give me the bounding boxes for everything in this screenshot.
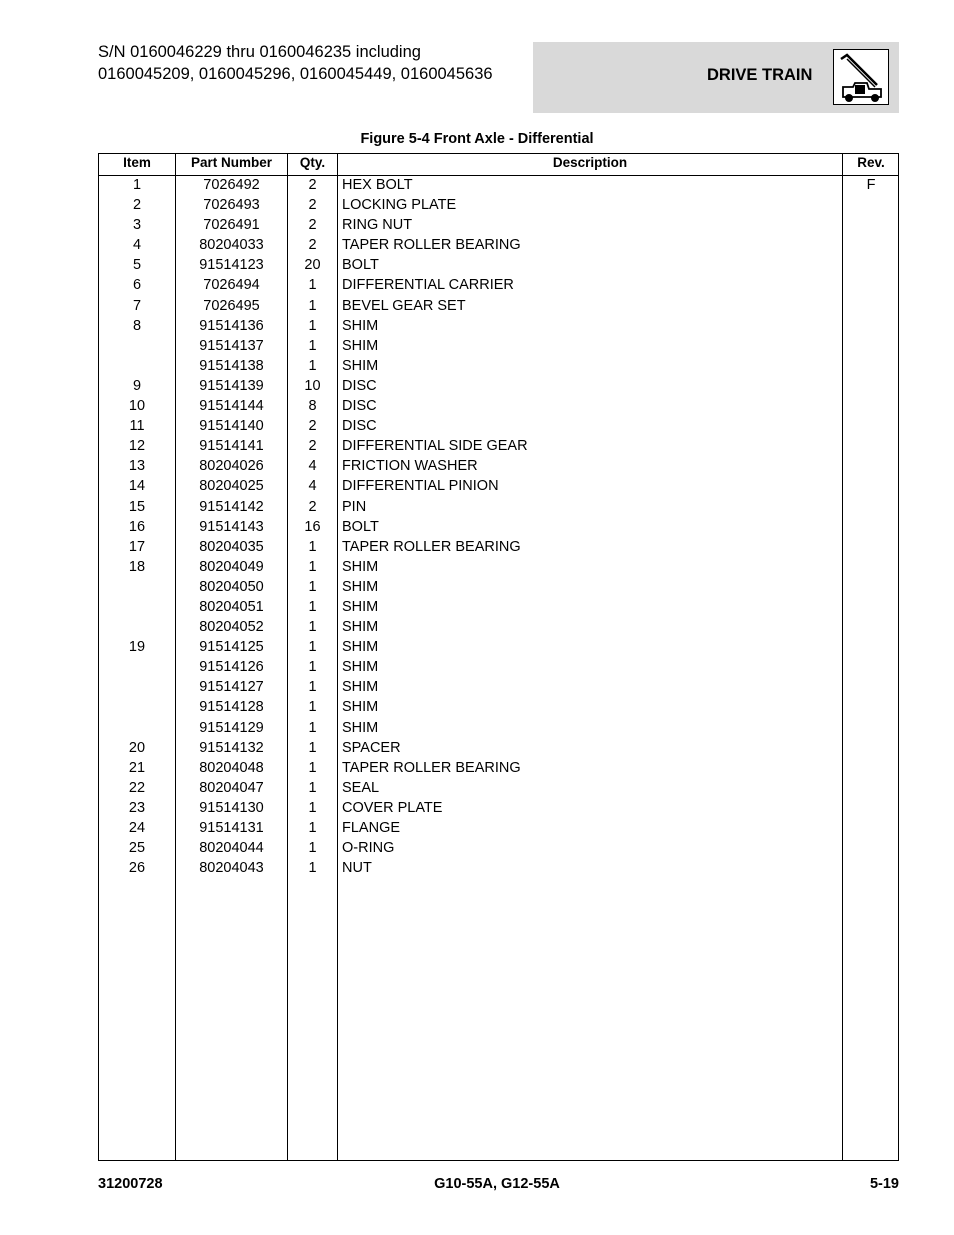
table-row [99,297,898,317]
part-number-cell: 91514130 [199,799,264,816]
description-cell: COVER PLATE [342,799,443,816]
table-row [99,598,898,618]
part-number-cell: 91514137 [199,337,264,354]
table-row [99,578,898,598]
table-row [99,276,898,296]
quantity-cell: 1 [308,598,317,615]
description-cell: FRICTION WASHER [342,458,478,475]
page-number: 5-19 [869,1176,899,1192]
table-header [99,154,898,176]
part-number-cell: 80204026 [199,458,264,475]
table-row [99,538,898,558]
part-number-cell: 80204048 [199,759,264,776]
item-number-cell: 17 [128,538,146,555]
quantity-cell: 1 [308,860,317,877]
description-cell: SHIM [342,558,379,575]
part-number-cell: 91514131 [199,820,264,836]
table-row [99,397,898,417]
description-cell: DIFFERENTIAL CARRIER [342,277,514,294]
item-number-cell: 3 [132,217,142,234]
table-row [99,437,898,457]
table-row [99,477,898,497]
part-number-cell: 80204044 [199,840,264,857]
item-number-cell: 21 [128,759,146,776]
item-number-cell: 12 [128,438,146,455]
quantity-cell: 1 [308,558,317,575]
section-banner [533,42,899,113]
table-row [99,698,898,718]
item-number-cell: 6 [132,277,142,294]
quantity-cell: 2 [308,237,317,254]
item-number-cell: 24 [128,820,146,836]
item-number-cell: 5 [132,257,142,274]
part-number-cell: 80204051 [199,598,264,615]
parts-table [98,153,899,1161]
part-number-cell: 91514125 [199,639,264,656]
table-body [99,176,898,879]
description-cell: BOLT [342,518,379,535]
table-row [99,819,898,839]
quantity-cell: 1 [308,639,317,656]
table-row [99,256,898,276]
quantity-cell: 1 [308,277,317,294]
item-number-cell: 9 [132,377,142,394]
quantity-cell: 1 [308,578,317,595]
document-number: 31200728 [98,1176,163,1192]
quantity-cell: 1 [308,820,317,836]
description-cell: DIFFERENTIAL SIDE GEAR [342,438,528,455]
table-row [99,236,898,256]
table-row [99,799,898,819]
item-number-cell: 23 [128,799,146,816]
part-number-cell: 91514144 [199,398,264,415]
table-row [99,859,898,879]
quantity-cell: 2 [308,418,317,435]
description-cell: DIFFERENTIAL PINION [342,478,499,495]
item-number-cell: 2 [132,197,142,214]
quantity-cell: 20 [304,257,321,274]
table-row [99,558,898,578]
column-header-part-number: Part Number [190,155,273,170]
quantity-cell: 1 [308,779,317,796]
quantity-cell: 1 [308,357,317,374]
table-row [99,417,898,437]
quantity-cell: 1 [308,759,317,776]
figure-title: Figure 5-4 Front Axle - Differential [360,131,594,147]
description-cell: SHIM [342,679,379,696]
description-cell: SHIM [342,719,379,736]
part-number-cell: 91514138 [199,357,264,374]
item-number-cell: 10 [128,398,146,415]
description-cell: DISC [342,398,377,415]
part-number-cell: 7026495 [203,297,260,314]
description-cell: BOLT [342,257,379,274]
description-cell: SHIM [342,699,379,716]
part-number-cell: 91514142 [199,498,264,515]
part-number-cell: 91514123 [199,257,264,274]
quantity-cell: 10 [304,377,321,394]
table-row [99,719,898,739]
part-number-cell: 91514136 [199,317,264,334]
table-row [99,377,898,397]
description-cell: SHIM [342,317,379,334]
description-cell: NUT [342,860,372,877]
quantity-cell: 2 [308,217,317,234]
part-number-cell: 91514128 [199,699,264,716]
part-number-cell: 80204050 [199,578,264,595]
quantity-cell: 1 [308,297,317,314]
item-number-cell: 16 [128,518,146,535]
part-number-cell: 7026494 [203,277,260,294]
table-row [99,196,898,216]
description-cell: TAPER ROLLER BEARING [342,759,521,776]
table-row [99,317,898,337]
item-number-cell: 11 [129,418,145,435]
quantity-cell: 2 [308,177,317,193]
description-cell: SHIM [342,619,379,636]
description-cell: TAPER ROLLER BEARING [342,538,521,555]
part-number-cell: 80204025 [199,478,264,495]
item-number-cell: 4 [132,237,142,254]
description-cell: SHIM [342,337,379,354]
part-number-cell: 80204033 [199,237,264,254]
quantity-cell: 1 [308,719,317,736]
quantity-cell: 1 [308,679,317,696]
part-number-cell: 91514140 [199,418,264,435]
table-row [99,658,898,678]
part-number-cell: 80204049 [199,558,264,575]
part-number-cell: 91514129 [199,719,264,736]
description-cell: SHIM [342,357,379,374]
table-row [99,457,898,477]
quantity-cell: 2 [308,438,317,455]
column-header-description: Description [552,155,628,170]
description-cell: RING NUT [342,217,413,234]
description-cell: SHIM [342,659,379,676]
quantity-cell: 1 [308,699,317,716]
description-cell: HEX BOLT [342,177,413,193]
item-number-cell: 13 [128,458,146,475]
part-number-cell: 7026492 [203,177,260,193]
column-header-item: Item [123,155,151,170]
quantity-cell: 2 [308,498,317,515]
table-row [99,216,898,236]
part-number-cell: 7026491 [203,217,260,234]
part-number-cell: 91514141 [199,438,264,455]
table-row [99,759,898,779]
quantity-cell: 1 [308,538,317,555]
quantity-cell: 1 [308,317,317,334]
revision-cell: F [866,177,876,193]
description-cell: SHIM [342,639,379,656]
column-header-qty: Qty. [299,155,326,170]
table-row [99,498,898,518]
model-numbers: G10-55A, G12-55A [434,1176,560,1192]
item-number-cell: 22 [128,779,146,796]
quantity-cell: 4 [308,478,317,495]
section-title: DRIVE TRAIN [707,66,813,84]
part-number-cell: 91514126 [199,659,264,676]
item-number-cell: 25 [128,840,146,857]
serial-number-block [98,41,493,85]
table-row [99,638,898,658]
part-number-cell: 80204047 [199,779,264,796]
serial-line-1: S/N 0160046229 thru 0160046235 including [98,43,421,61]
item-number-cell: 19 [128,639,146,656]
table-row [99,739,898,759]
quantity-cell: 1 [308,659,317,676]
description-cell: SHIM [342,598,379,615]
item-number-cell: 14 [128,478,146,495]
table-row [99,176,898,196]
description-cell: LOCKING PLATE [342,197,457,214]
item-number-cell: 8 [132,317,142,334]
description-cell: SPACER [342,739,401,756]
part-number-cell: 80204035 [199,538,264,555]
serial-line-2: 0160045209, 0160045296, 0160045449, 0160045636 [98,65,493,83]
description-cell: DISC [342,418,377,435]
description-cell: DISC [342,377,377,394]
description-cell: BEVEL GEAR SET [342,297,466,314]
description-cell: O-RING [342,840,395,857]
description-cell: PIN [342,498,367,515]
part-number-cell: 80204052 [199,619,264,636]
table-row [99,337,898,357]
quantity-cell: 16 [304,518,321,535]
part-number-cell: 80204043 [199,860,264,877]
table-row [99,357,898,377]
part-number-cell: 7026493 [203,197,260,214]
table-row [99,678,898,698]
table-row [99,518,898,538]
item-number-cell: 1 [132,177,142,193]
item-number-cell: 20 [128,739,146,756]
description-cell: SEAL [342,779,380,796]
item-number-cell: 26 [128,860,146,877]
description-cell: FLANGE [342,820,401,836]
quantity-cell: 4 [308,458,317,475]
description-cell: SHIM [342,578,379,595]
table-row [99,618,898,638]
quantity-cell: 1 [308,799,317,816]
part-number-cell: 91514143 [199,518,264,535]
quantity-cell: 1 [308,337,317,354]
item-number-cell: 18 [128,558,146,575]
telehandler-icon [833,49,889,105]
quantity-cell: 2 [308,197,317,214]
part-number-cell: 91514139 [199,377,264,394]
item-number-cell: 7 [132,297,142,314]
quantity-cell: 1 [308,619,317,636]
item-number-cell: 15 [128,498,146,515]
quantity-cell: 1 [308,840,317,857]
quantity-cell: 8 [308,398,317,415]
description-cell: TAPER ROLLER BEARING [342,237,521,254]
part-number-cell: 91514132 [199,739,264,756]
quantity-cell: 1 [308,739,317,756]
column-header-rev: Rev. [857,155,885,170]
table-row [99,839,898,859]
part-number-cell: 91514127 [199,679,264,696]
table-row [99,779,898,799]
